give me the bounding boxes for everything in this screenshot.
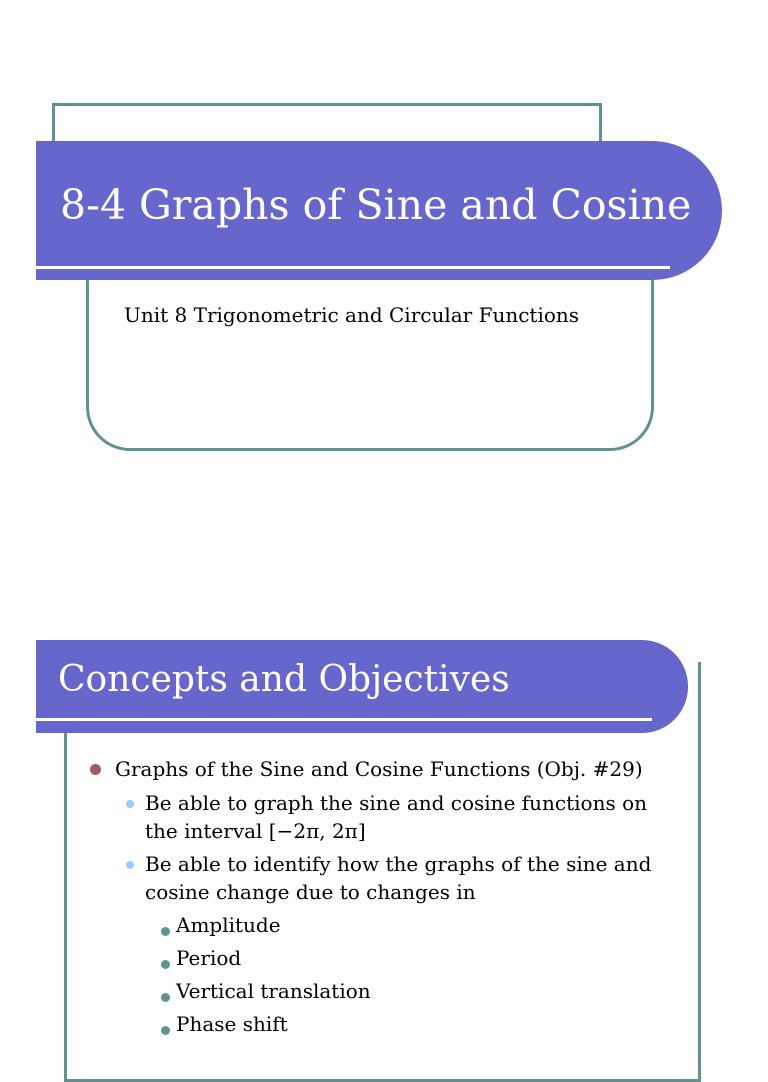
- bullet-dot-icon: [90, 764, 101, 775]
- list-item: [176, 911, 281, 939]
- bullet-text: Vertical translation: [176, 979, 371, 1003]
- title-slide: [0, 0, 768, 512]
- slide-title: Concepts and Objectives: [58, 659, 510, 700]
- bullet-text: Graphs of the Sine and Cosine Functions (Obj. #29): [115, 757, 643, 781]
- list-item: [176, 1010, 288, 1038]
- objectives-slide: [0, 512, 768, 1036]
- bullet-text: Be able to identify how the graphs of the sine and cosine change due to changes in: [145, 852, 652, 904]
- list-item: [176, 977, 371, 1005]
- slide-bottom-frame: [86, 272, 654, 451]
- slide-subtitle: Unit 8 Trigonometric and Circular Functions: [124, 303, 580, 327]
- bullet-text: Phase shift: [176, 1012, 288, 1036]
- list-item: [176, 944, 241, 972]
- list-item: [145, 789, 685, 845]
- bullet-dot-icon: [126, 800, 134, 808]
- bullet-dot-icon: [161, 960, 170, 969]
- slide-top-frame: [52, 103, 602, 143]
- bullet-dot-icon: [126, 861, 134, 869]
- title-underline: [36, 718, 652, 721]
- bullet-text: Be able to graph the sine and cosine functions on the interval [−2π, 2π]: [145, 791, 648, 843]
- list-item: [115, 755, 675, 783]
- bullet-text: Amplitude: [176, 913, 281, 937]
- bullet-dot-icon: [161, 927, 170, 936]
- slide-title: 8-4 Graphs of Sine and Cosine: [60, 181, 692, 229]
- bullet-text: Period: [176, 946, 242, 970]
- title-underline: [36, 266, 670, 269]
- list-item: [145, 850, 665, 906]
- bullet-dot-icon: [161, 993, 170, 1002]
- bullet-dot-icon: [161, 1026, 170, 1035]
